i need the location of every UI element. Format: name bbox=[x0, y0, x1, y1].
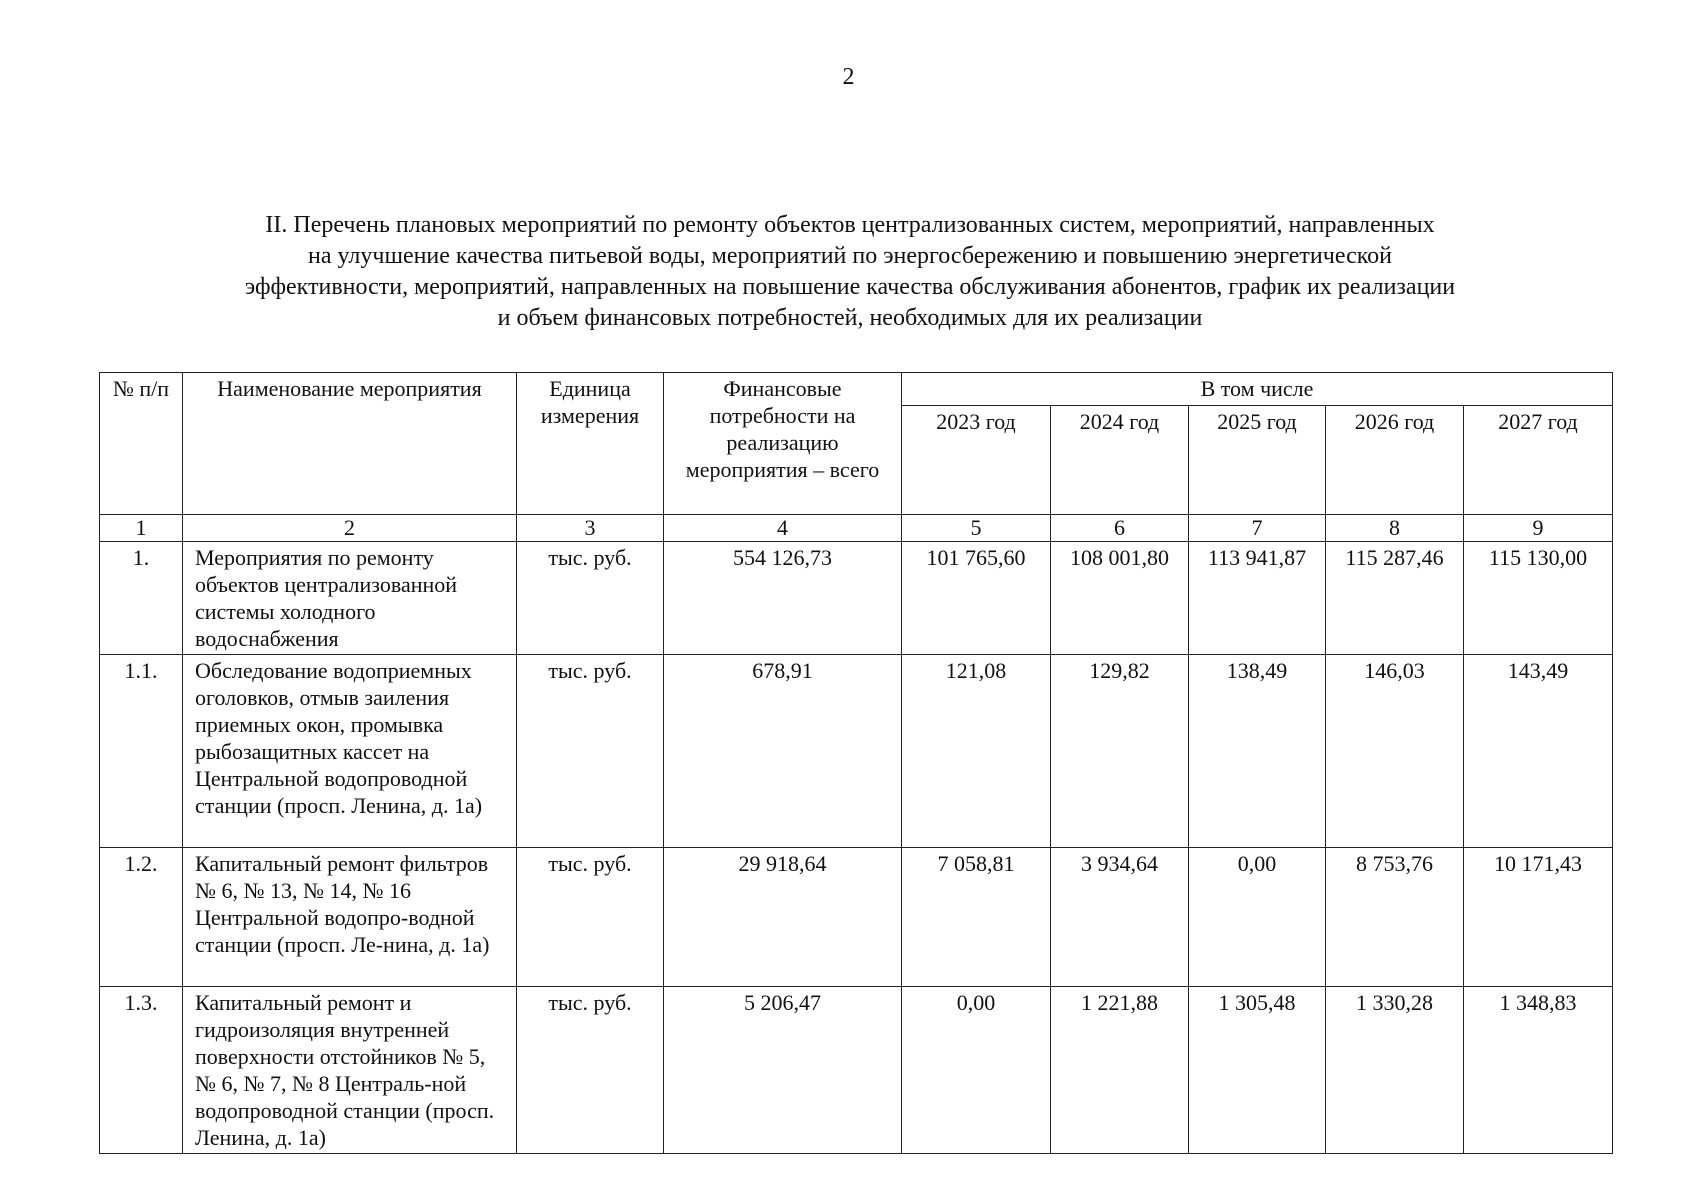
column-index: 9 bbox=[1464, 515, 1613, 542]
table-row bbox=[100, 987, 1613, 1154]
row-year-value: 3 934,64 bbox=[1051, 848, 1189, 987]
row-unit: тыс. руб. bbox=[517, 542, 664, 655]
header-year: 2026 год bbox=[1326, 406, 1464, 515]
title-line: II. Перечень плановых мероприятий по ремонту объектов централизованных систем, мероприятий, направленных bbox=[265, 212, 1435, 238]
title-line: и объем финансовых потребностей, необходимых для их реализации bbox=[497, 305, 1203, 331]
row-total: 5 206,47 bbox=[664, 987, 902, 1154]
row-year-value: 115 130,00 bbox=[1464, 542, 1613, 655]
row-num: 1.3. bbox=[100, 987, 183, 1154]
header-year: 2027 год bbox=[1464, 406, 1613, 515]
row-year-value: 146,03 bbox=[1326, 655, 1464, 848]
table-row bbox=[100, 848, 1613, 987]
row-year-value: 138,49 bbox=[1189, 655, 1326, 848]
row-name: Обследование водоприемных оголовков, отмыв заиления приемных окон, промывка рыбозащитных кассет на Центральной водопроводной станции (просп. Ленина, д. 1а) bbox=[183, 655, 517, 848]
table-row bbox=[100, 655, 1613, 848]
column-index: 8 bbox=[1326, 515, 1464, 542]
row-year-value: 108 001,80 bbox=[1051, 542, 1189, 655]
row-total: 678,91 bbox=[664, 655, 902, 848]
row-year-value: 1 221,88 bbox=[1051, 987, 1189, 1154]
row-num: 1.1. bbox=[100, 655, 183, 848]
row-unit: тыс. руб. bbox=[517, 848, 664, 987]
row-year-value: 1 305,48 bbox=[1189, 987, 1326, 1154]
row-year-value: 113 941,87 bbox=[1189, 542, 1326, 655]
row-year-value: 101 765,60 bbox=[902, 542, 1051, 655]
header-row bbox=[100, 373, 1613, 406]
row-name: Мероприятия по ремонту объектов централизованной системы холодного водоснабжения bbox=[183, 542, 517, 655]
header-name: Наименование мероприятия bbox=[183, 373, 517, 515]
page-number: 2 bbox=[842, 64, 855, 90]
header-unit: Единица измерения bbox=[517, 373, 664, 515]
column-index-row bbox=[100, 515, 1613, 542]
title-line: эффективности, мероприятий, направленных на повышение качества обслуживания абонентов, график их реализации bbox=[244, 274, 1456, 300]
column-index: 1 bbox=[100, 515, 183, 542]
header-num: № п/п bbox=[100, 373, 183, 515]
row-name: Капитальный ремонт и гидроизоляция внутренней поверхности отстойников № 5, № 6, № 7, № 8 Централь-ной водопроводной станции (просп. Ленина, д. 1а) bbox=[183, 987, 517, 1154]
column-index: 4 bbox=[664, 515, 902, 542]
row-total: 554 126,73 bbox=[664, 542, 902, 655]
title-line: на улучшение качества питьевой воды, мероприятий по энергосбережению и повышению энергетической bbox=[307, 243, 1393, 269]
row-num: 1.2. bbox=[100, 848, 183, 987]
row-unit: тыс. руб. bbox=[517, 987, 664, 1154]
row-num: 1. bbox=[100, 542, 183, 655]
header-year: 2025 год bbox=[1189, 406, 1326, 515]
header-year: 2023 год bbox=[902, 406, 1051, 515]
column-index: 2 bbox=[183, 515, 517, 542]
column-index: 7 bbox=[1189, 515, 1326, 542]
row-year-value: 115 287,46 bbox=[1326, 542, 1464, 655]
header-finance-total: Финансовые потребности на реализацию мероприятия – всего bbox=[664, 373, 902, 515]
row-year-value: 121,08 bbox=[902, 655, 1051, 848]
row-year-value: 1 348,83 bbox=[1464, 987, 1613, 1154]
row-year-value: 1 330,28 bbox=[1326, 987, 1464, 1154]
column-index: 5 bbox=[902, 515, 1051, 542]
column-index: 6 bbox=[1051, 515, 1189, 542]
activities-table bbox=[99, 372, 1613, 1154]
row-year-value: 10 171,43 bbox=[1464, 848, 1613, 987]
header-year: 2024 год bbox=[1051, 406, 1189, 515]
row-year-value: 0,00 bbox=[902, 987, 1051, 1154]
header-including: В том числе bbox=[902, 373, 1613, 406]
row-unit: тыс. руб. bbox=[517, 655, 664, 848]
row-year-value: 0,00 bbox=[1189, 848, 1326, 987]
row-year-value: 129,82 bbox=[1051, 655, 1189, 848]
section-title bbox=[110, 210, 1590, 334]
row-year-value: 7 058,81 bbox=[902, 848, 1051, 987]
row-year-value: 8 753,76 bbox=[1326, 848, 1464, 987]
table-row bbox=[100, 542, 1613, 655]
row-name: Капитальный ремонт фильтров № 6, № 13, № 14, № 16 Центральной водопро-водной станции (просп. Ле-нина, д. 1а) bbox=[183, 848, 517, 987]
column-index: 3 bbox=[517, 515, 664, 542]
row-total: 29 918,64 bbox=[664, 848, 902, 987]
row-year-value: 143,49 bbox=[1464, 655, 1613, 848]
